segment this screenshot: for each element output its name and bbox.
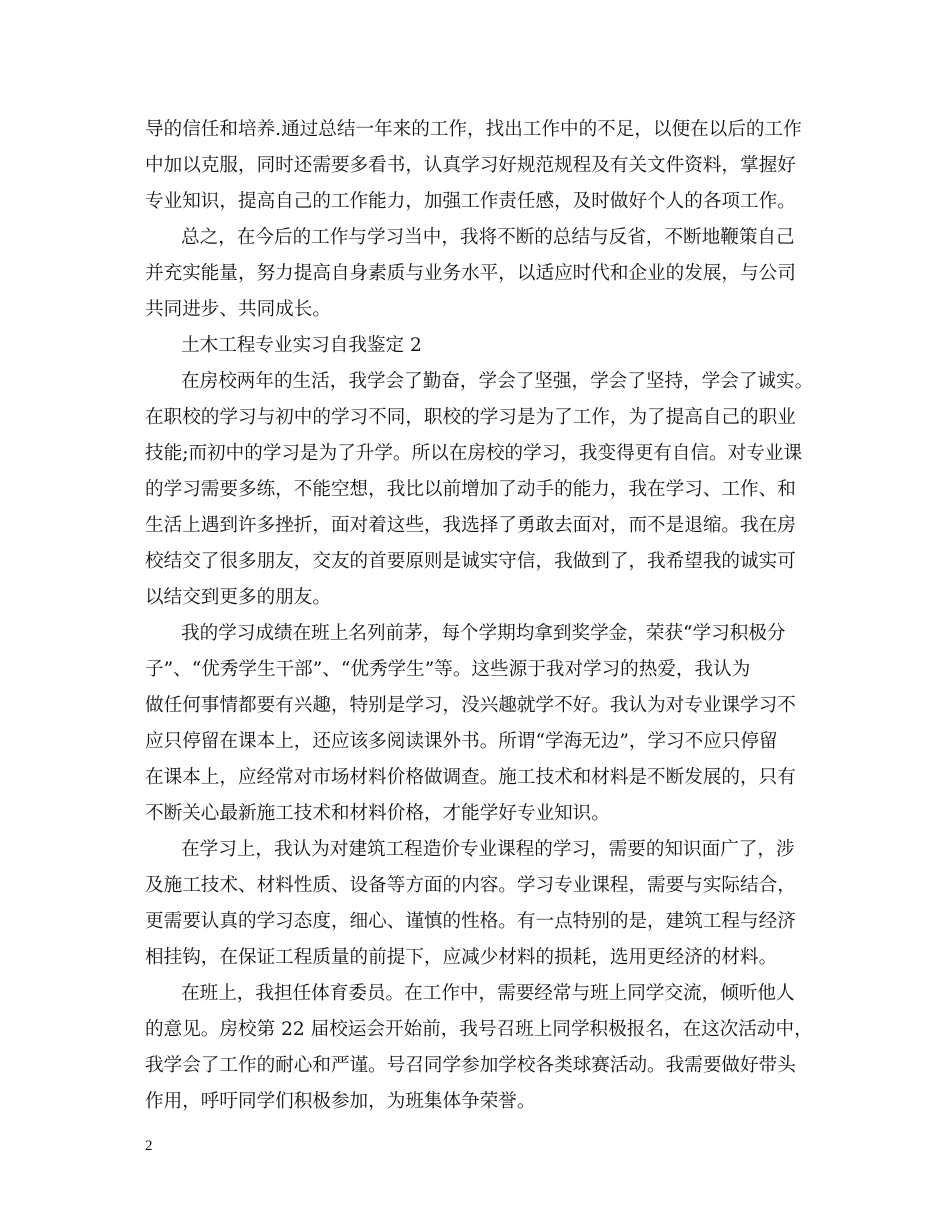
text-line: 生活上遇到许多挫折，面对着这些，我选择了勇敢去面对，而不是退缩。我在房 xyxy=(145,515,796,536)
text-line: 共同进步、共同成长。 xyxy=(145,299,331,320)
page-number: 2 xyxy=(145,1138,153,1154)
text-line: 中加以克服，同时还需要多看书，认真学习好规范规程及有关文件资料，掌握好 xyxy=(145,155,796,176)
text-line: 在学习上，我认为对建筑工程造价专业课程的学习，需要的知识面广了，涉 xyxy=(181,839,795,860)
text-line: 的意见。房校第 22 届校运会开始前，我号召班上同学积极报名，在这次活动中， xyxy=(145,1019,813,1040)
text-line: 以结交到更多的朋友。 xyxy=(145,587,331,608)
section-heading: 土木工程专业实习自我鉴定 2 xyxy=(181,335,422,356)
text-line: 作用，呼吁同学们积极参加，为班集体争荣誉。 xyxy=(145,1091,536,1112)
text-line: 技能;而初中的学习是为了升学。所以在房校的学习，我变得更有自信。对专业课 xyxy=(145,443,803,464)
text-line: 在职校的学习与初中的学习不同，职校的学习是为了工作，为了提高自己的职业 xyxy=(145,407,796,428)
text-line: 在课本上，应经常对市场材料价格做调查。施工技术和材料是不断发展的，只有 xyxy=(145,767,796,788)
text-line: 做任何事情都要有兴趣，特别是学习，没兴趣就学不好。我认为对专业课学习不 xyxy=(145,695,796,716)
text-line: 导的信任和培养.通过总结一年来的工作，找出工作中的不足，以便在以后的工作 xyxy=(145,119,802,140)
text-line: 我学会了工作的耐心和严谨。号召同学参加学校各类球赛活动。我需要做好带头 xyxy=(145,1055,796,1076)
text-line: 校结交了很多朋友，交友的首要原则是诚实守信，我做到了，我希望我的诚实可 xyxy=(145,551,796,572)
text-line: 应只停留在课本上，还应该多阅读课外书。所谓“学海无边”，学习不应只停留 xyxy=(145,731,778,752)
text-line: 及施工技术、材料性质、设备等方面的内容。学习专业课程，需要与实际结合， xyxy=(145,875,796,896)
text-line: 不断关心最新施工技术和材料价格，才能学好专业知识。 xyxy=(145,803,610,824)
text-line: 我的学习成绩在班上名列前茅，每个学期均拿到奖学金，荣获“学习积极分 xyxy=(181,623,786,644)
text-line: 在班上，我担任体育委员。在工作中，需要经常与班上同学交流，倾听他人 xyxy=(181,983,795,1004)
text-line: 总之，在今后的工作与学习当中，我将不断的总结与反省，不断地鞭策自己 xyxy=(181,227,795,248)
text-line: 在房校两年的生活，我学会了勤奋，学会了坚强，学会了坚持，学会了诚实。 xyxy=(181,371,814,392)
text-line: 子”、“优秀学生干部”、“优秀学生”等。这些源于我对学习的热爱，我认为 xyxy=(145,659,751,680)
text-line: 的学习需要多练，不能空想，我比以前增加了动手的能力，我在学习、工作、和 xyxy=(145,479,796,500)
text-line: 并充实能量，努力提高自身素质与业务水平，以适应时代和企业的发展，与公司 xyxy=(145,263,796,284)
text-line: 更需要认真的学习态度，细心、谨慎的性格。有一点特别的是，建筑工程与经济 xyxy=(145,911,796,932)
text-line: 专业知识，提高自己的工作能力，加强工作责任感，及时做好个人的各项工作。 xyxy=(145,191,796,212)
text-line: 相挂钩，在保证工程质量的前提下，应减少材料的损耗，选用更经济的材料。 xyxy=(145,947,778,968)
